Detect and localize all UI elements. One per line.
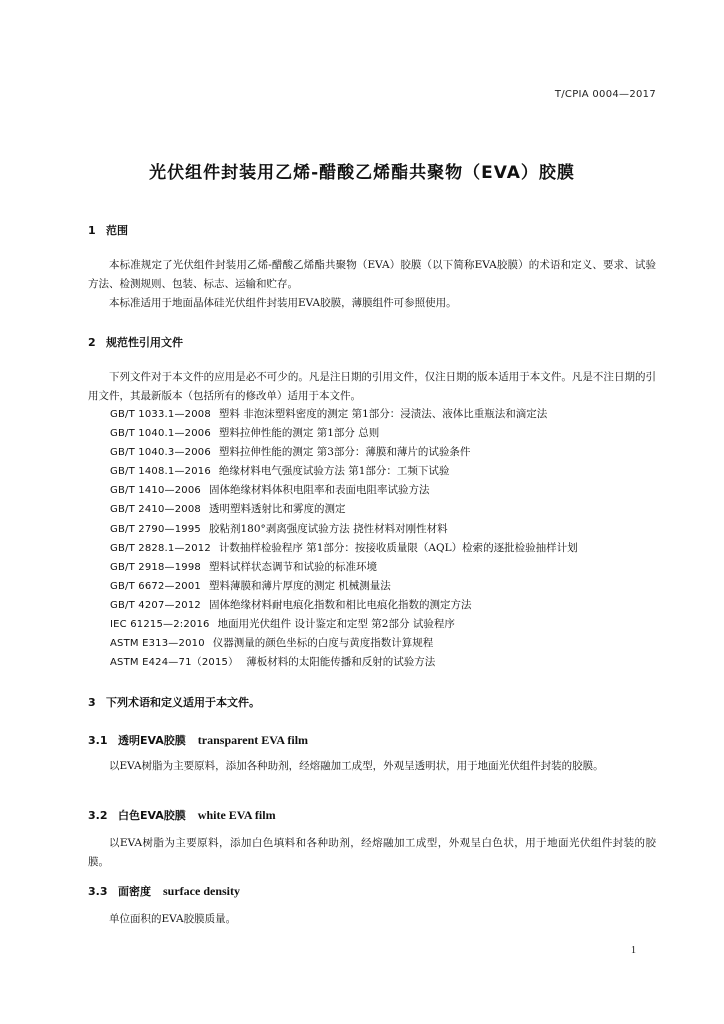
reference-title: 绝缘材料电气强度试验方法 第1部分：工频下试验: [218, 465, 450, 478]
reference-code: GB/T 2918—1998: [110, 561, 201, 573]
reference-title: 塑料试样状态调节和试验的标准环境: [208, 560, 377, 573]
section-number: 1: [88, 224, 96, 237]
reference-code: GB/T 2790—1995: [110, 523, 201, 535]
section-number: 3: [88, 696, 96, 709]
reference-code: GB/T 6672—2001: [110, 580, 201, 592]
term-chinese: 面密度: [118, 885, 151, 898]
reference-item: [110, 520, 578, 539]
term-number: 3.1: [88, 734, 108, 747]
reference-code: GB/T 1410—2006: [110, 485, 201, 497]
term-chinese: 透明EVA胶膜: [118, 734, 186, 747]
reference-code: GB/T 1408.1—2016: [110, 466, 211, 478]
document-title: 光伏组件封装用乙烯-醋酸乙烯酯共聚物（EVA）胶膜: [149, 163, 575, 183]
section-title: 范围: [106, 224, 128, 237]
reference-title: 薄板材料的太阳能传播和反射的试验方法: [246, 656, 436, 669]
reference-code: GB/T 1033.1—2008: [110, 409, 211, 420]
section-2-heading: [88, 334, 183, 350]
reference-item: [110, 500, 578, 519]
reference-item: [110, 634, 578, 653]
term-3-2-heading: [88, 807, 276, 823]
reference-item: [110, 539, 578, 558]
reference-title: 计数抽样检验程序 第1部分：按接收质量限（AQL）检索的逐批检验抽样计划: [218, 541, 578, 554]
reference-title: 塑料拉伸性能的测定 第1部分 总则: [218, 427, 380, 440]
page-number: 1: [631, 945, 636, 956]
term-english: white EVA film: [197, 808, 276, 822]
section-3-heading: [88, 694, 260, 710]
reference-title: 塑料薄膜和薄片厚度的测定 机械测量法: [208, 579, 391, 592]
reference-title: 地面用光伏组件 设计鉴定和定型 第2部分 试验程序: [217, 618, 455, 631]
term-english: transparent EVA film: [197, 733, 309, 747]
term-3-1-definition: 以EVA树脂为主要原料，添加各种助剂，经熔融加工成型，外观呈透明状，用于地面光伏组件封装的胶膜。: [109, 760, 604, 772]
reference-item: [110, 405, 578, 424]
reference-title: 胶粘剂180°剥离强度试验方法 挠性材料对刚性材料: [208, 522, 448, 535]
term-number: 3.3: [88, 885, 108, 898]
reference-code: GB/T 2410—2008: [110, 504, 201, 516]
section-number: 2: [88, 336, 96, 349]
reference-code: ASTM E424—71（2015）: [110, 657, 239, 669]
reference-item: [110, 462, 578, 481]
reference-title: 固体绝缘材料耐电痕化指数和相比电痕化指数的测定方法: [208, 598, 472, 611]
reference-title: 塑料拉伸性能的测定 第3部分：薄膜和薄片的试验条件: [218, 446, 471, 459]
term-3-3-definition: 单位面积的EVA胶膜质量。: [109, 913, 237, 925]
reference-code: GB/T 4207—2012: [110, 599, 201, 611]
reference-title: 仪器测量的颜色坐标的白度与黄度指数计算规程: [212, 637, 434, 650]
term-3-2-definition: 以EVA树脂为主要原料，添加白色填料和各种助剂，经熔融加工成型，外观呈白色状，用于地面光伏组件封装的胶膜。: [88, 837, 656, 868]
reference-title: 固体绝缘材料体积电阻率和表面电阻率试验方法: [208, 484, 430, 497]
section-1-heading: [88, 222, 128, 238]
section-1-paragraph-1: 本标准规定了光伏组件封装用乙烯-醋酸乙烯酯共聚物（EVA）胶膜（以下简称EVA胶膜）的术语和定义、要求、试验方法、检测规则、包装、标志、运输和贮存。: [88, 259, 656, 290]
reference-title: 透明塑料透射比和雾度的测定: [208, 503, 346, 516]
normative-references-list: [110, 405, 578, 672]
reference-item: [110, 615, 578, 634]
term-chinese: 白色EVA胶膜: [118, 809, 186, 822]
reference-item: [110, 424, 578, 443]
standard-code-header: T/CPIA 0004—2017: [554, 89, 656, 100]
reference-item: [110, 558, 578, 577]
term-english: surface density: [163, 884, 240, 898]
reference-item: [110, 481, 578, 500]
reference-item: [110, 596, 578, 615]
reference-item: [110, 653, 578, 672]
section-title: 下列术语和定义适用于本文件。: [106, 696, 260, 709]
section-1-paragraph-2: 本标准适用于地面晶体硅光伏组件封装用EVA胶膜，薄膜组件可参照使用。: [109, 297, 457, 309]
term-number: 3.2: [88, 809, 108, 822]
section-title: 规范性引用文件: [106, 336, 183, 349]
reference-item: [110, 443, 578, 462]
reference-code: IEC 61215—2:2016: [110, 619, 210, 631]
reference-code: GB/T 1040.3—2006: [110, 447, 211, 459]
reference-code: GB/T 1040.1—2006: [110, 428, 211, 440]
reference-code: GB/T 2828.1—2012: [110, 542, 211, 554]
reference-item: [110, 577, 578, 596]
reference-code: ASTM E313—2010: [110, 638, 205, 650]
term-3-1-heading: [88, 732, 308, 748]
reference-title: 塑料 非泡沫塑料密度的测定 第1部分：浸渍法、液体比重瓶法和滴定法: [218, 408, 548, 420]
term-3-3-heading: [88, 883, 240, 899]
section-2-paragraph-1: 下列文件对于本文件的应用是必不可少的。凡是注日期的引用文件，仅注日期的版本适用于本文件。凡是不注日期的引用文件，其最新版本（包括所有的修改单）适用于本文件。: [88, 371, 656, 402]
